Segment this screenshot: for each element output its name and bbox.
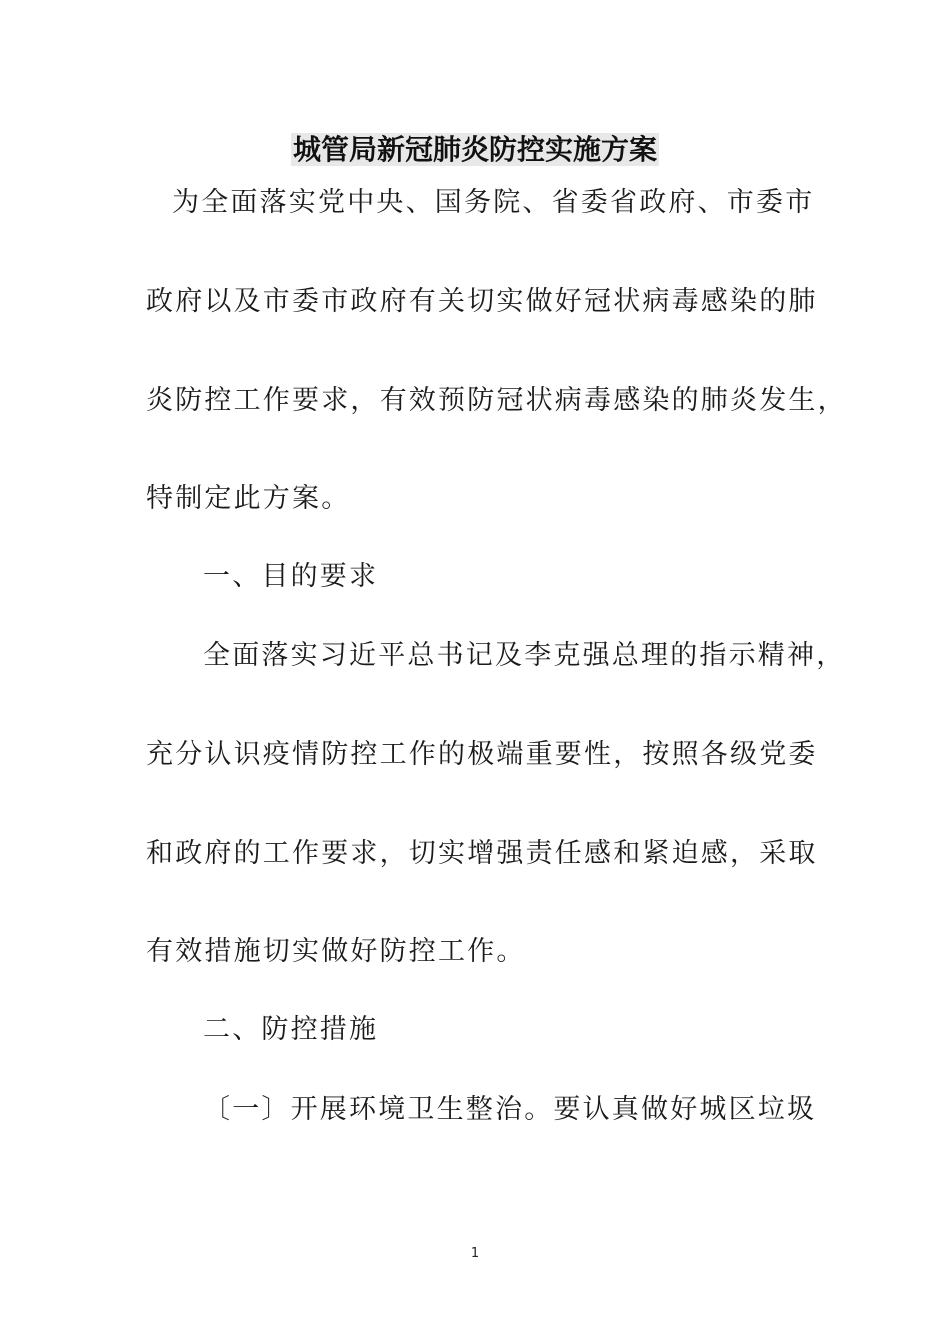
paragraph-line: 〔一〕开展环境卫生整治。要认真做好城区垃圾: [203, 1094, 817, 1125]
paragraph-line: 有效措施切实做好防控工作。: [146, 936, 526, 967]
paragraph-line: 充分认识疫情防控工作的极端重要性，按照各级党委: [146, 739, 818, 770]
page-number: 1: [470, 1246, 480, 1261]
paragraph-line: 和政府的工作要求，切实增强责任感和紧迫感，采取: [146, 838, 818, 869]
section-heading: 一、目的要求: [203, 561, 379, 592]
document-title: [0, 130, 950, 170]
section-heading: 二、防控措施: [203, 1014, 379, 1045]
paragraph-line: 炎防控工作要求，有效预防冠状病毒感染的肺炎发生，: [146, 385, 847, 416]
title-text: 城管局新冠肺炎防控实施方案: [292, 133, 657, 166]
paragraph-line: 特制定此方案。: [146, 483, 351, 514]
paragraph-line: 为全面落实党中央、国务院、省委省政府、市委市: [172, 187, 815, 218]
paragraph-line: 全面落实习近平总书记及李克强总理的指示精神，: [203, 640, 846, 671]
paragraph-line: 政府以及市委市政府有关切实做好冠状病毒感染的肺: [146, 286, 818, 317]
